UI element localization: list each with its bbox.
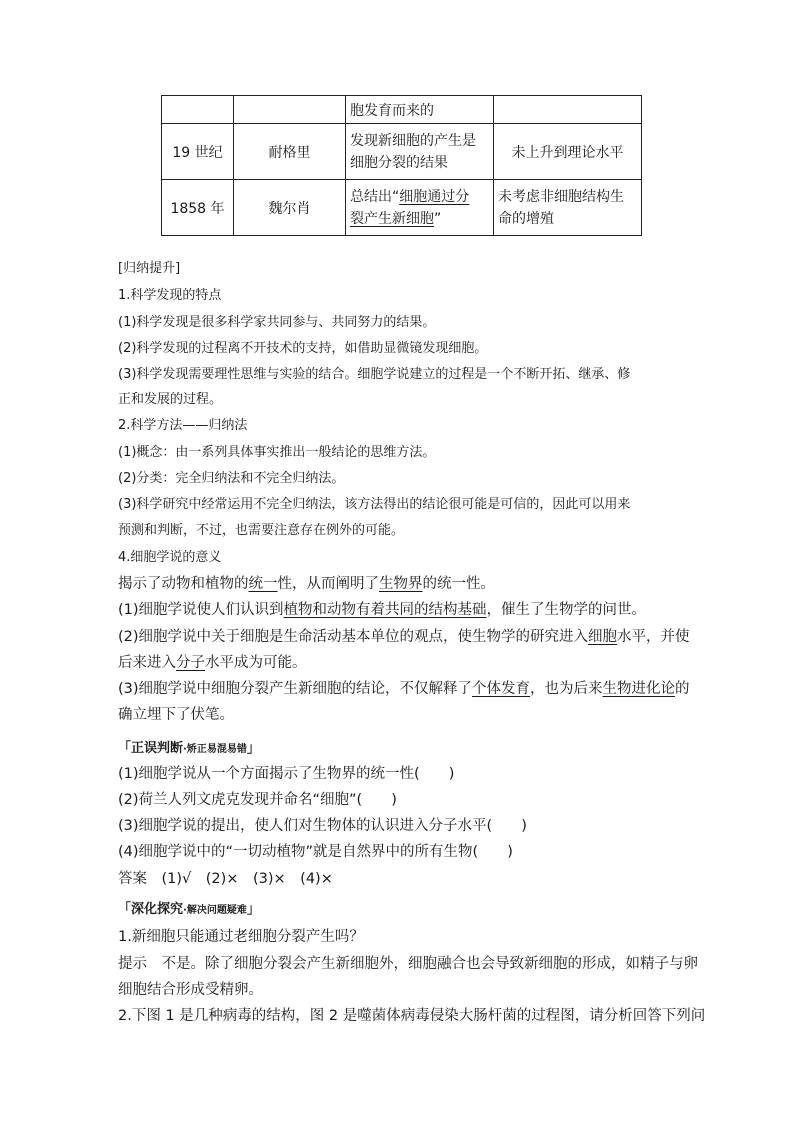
table-row <box>162 96 642 124</box>
question: (1)细胞学说从一个方面揭示了生物界的统一性( ) <box>118 766 455 782</box>
paragraph: (2)分类：完全归纳法和不完全归纳法。 <box>118 471 345 486</box>
table-cell <box>162 96 234 124</box>
paragraph: 后来进入分子水平成为可能。 <box>118 655 307 671</box>
history-table <box>161 95 642 236</box>
paragraph: 确立埋下了伏笔。 <box>118 707 234 723</box>
paragraph: 正和发展的过程。 <box>118 392 223 407</box>
question: (3)细胞学说的提出，使人们对生物体的认识进入分子水平( ) <box>118 818 527 834</box>
section-tag-explore: 「深化探究·解决问题疑难」 <box>118 902 260 917</box>
question: 2.下图 1 是几种病毒的结构，图 2 是噬菌体病毒侵染大肠杆菌的过程图，请分析回答下列问 <box>118 1008 706 1024</box>
paragraph: (2)细胞学说中关于细胞是生命活动基本单位的观点，使生物学的研究进入细胞水平，并使 <box>118 629 690 645</box>
question: (4)细胞学说中的“一切动植物”就是自然界中的所有生物( ) <box>118 844 513 860</box>
paragraph: (3)细胞学说中细胞分裂产生新细胞的结论，不仅解释了个体发育，也为后来生物进化论的 <box>118 681 690 697</box>
paragraph: 揭示了动物和植物的统一性，从而阐明了生物界的统一性。 <box>118 576 495 592</box>
question: (2)荷兰人列文虎克发现并命名“细胞”( ) <box>118 792 397 808</box>
section-title: 1.科学发现的特点 <box>118 288 222 303</box>
hint: 提示 不是。除了细胞分裂会产生新细胞外，细胞融合也会导致新细胞的形成，如精子与卵 <box>118 956 698 972</box>
hint: 细胞结合形成受精卵。 <box>118 982 263 998</box>
table-row <box>162 180 642 236</box>
table-row <box>162 124 642 180</box>
scientist-cell: 耐格里 <box>234 124 346 180</box>
section-title: 4.细胞学说的意义 <box>118 550 222 565</box>
paragraph: 预测和判断，不过，也需要注意存在例外的可能。 <box>118 523 405 538</box>
cell-text: 胞发育而来的 <box>350 102 434 119</box>
paragraph: (1)概念：由一系列具体事实推出一般结论的思维方法。 <box>118 445 436 460</box>
table-cell <box>494 96 642 124</box>
paragraph: (3)科学研究中经常运用不完全归纳法，该方法得出的结论很可能是可信的，因此可以用来 <box>118 497 631 512</box>
limitation-cell: 未考虑非细胞结构生 命的增殖 <box>494 180 642 236</box>
paragraph: (2)科学发现的过程离不开技术的支持，如借助显微镜发现细胞。 <box>118 341 488 356</box>
limitation-cell: 未上升到理论水平 <box>494 124 642 180</box>
section-heading: [归纳提升] <box>118 261 181 276</box>
section-title: 2.科学方法——归纳法 <box>118 418 248 433</box>
year-cell: 1858 年 <box>162 180 234 236</box>
answer: 答案 (1)√ (2)× (3)× (4)× <box>118 871 333 887</box>
scientist-cell: 魏尔肖 <box>234 180 346 236</box>
year-cell: 19 世纪 <box>162 124 234 180</box>
question: 1.新细胞只能通过老细胞分裂产生吗？ <box>118 929 364 945</box>
paragraph: (1)科学发现是很多科学家共同参与、共同努力的结果。 <box>118 315 436 330</box>
table-cell <box>346 96 494 124</box>
section-tag-judge: 「正误判断·矫正易混易错」 <box>118 741 260 756</box>
paragraph: (1)细胞学说使人们认识到植物和动物有着共同的结构基础，催生了生物学的问世。 <box>118 602 647 618</box>
finding-cell: 发现新细胞的产生是 细胞分裂的结果 <box>346 124 494 180</box>
table-cell <box>234 96 346 124</box>
paragraph: (3)科学发现需要理性思维与实验的结合。细胞学说建立的过程是一个不断开拓、继承、修 <box>118 367 631 382</box>
finding-cell: 总结出“细胞通过分 裂产生新细胞” <box>346 180 494 236</box>
